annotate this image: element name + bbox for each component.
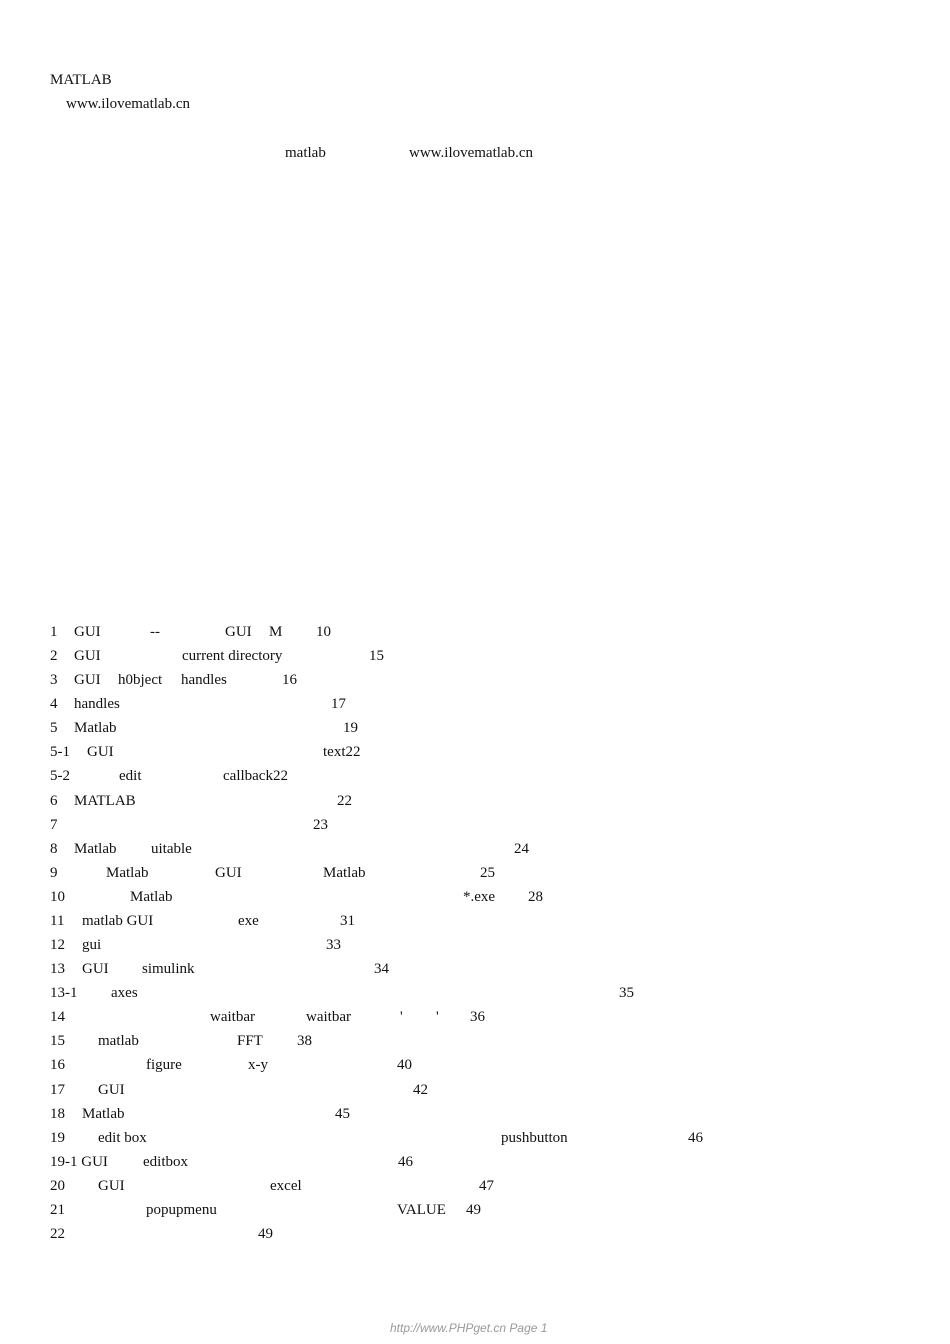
toc-text: GUI bbox=[74, 624, 101, 640]
toc-text: excel bbox=[270, 1177, 302, 1194]
toc-text: 22 bbox=[337, 792, 352, 809]
toc-text: 19 bbox=[343, 720, 358, 737]
toc-text: Matlab bbox=[82, 1105, 125, 1122]
toc-text: text22 bbox=[323, 744, 361, 761]
toc-text: matlab bbox=[98, 1033, 139, 1050]
toc-text: callback22 bbox=[223, 768, 288, 785]
toc-text: FFT bbox=[237, 1033, 263, 1050]
toc-text: GUI bbox=[98, 1177, 125, 1194]
toc-text: 25 bbox=[480, 864, 495, 881]
toc-text: matlab GUI bbox=[82, 912, 154, 929]
toc-text: exe bbox=[238, 912, 259, 929]
toc-text: 49 bbox=[258, 1226, 273, 1242]
toc-text: 49 bbox=[466, 1201, 481, 1218]
toc-text: Matlab bbox=[323, 864, 366, 881]
toc-text: 36 bbox=[470, 1009, 485, 1026]
toc-text: Matlab bbox=[130, 888, 173, 905]
toc-text: ' bbox=[400, 1009, 403, 1026]
toc-text: 46 bbox=[688, 1129, 703, 1146]
toc-text: 2 bbox=[50, 648, 58, 665]
toc-text: 22 bbox=[50, 1226, 65, 1242]
toc-text: 35 bbox=[619, 985, 634, 1002]
toc-text: GUI bbox=[74, 672, 101, 689]
toc-text: 13 bbox=[50, 961, 65, 978]
toc-text: 33 bbox=[326, 937, 341, 954]
toc-text: 5-1 bbox=[50, 744, 70, 761]
toc-text: 42 bbox=[413, 1081, 428, 1098]
toc-text: GUI bbox=[225, 624, 252, 640]
toc-text: 13-1 bbox=[50, 985, 78, 1002]
toc-text: 16 bbox=[282, 672, 297, 689]
toc-text: 34 bbox=[374, 961, 389, 978]
toc-text: uitable bbox=[151, 840, 192, 857]
toc-text: 20 bbox=[50, 1177, 65, 1194]
toc-text: VALUE bbox=[397, 1201, 446, 1218]
toc-text: waitbar bbox=[210, 1009, 255, 1026]
toc-text: Matlab bbox=[106, 864, 149, 881]
toc-text: h0bject bbox=[118, 672, 163, 689]
toc-text: 17 bbox=[50, 1081, 65, 1098]
toc-text: *.exe bbox=[463, 888, 496, 905]
toc-text: 19-1 GUI bbox=[50, 1153, 108, 1170]
toc-text: Matlab bbox=[74, 720, 117, 737]
toc-text: gui bbox=[82, 937, 102, 954]
toc-text: 11 bbox=[50, 912, 65, 929]
toc-text: 31 bbox=[340, 912, 355, 929]
toc-text: axes bbox=[111, 985, 138, 1002]
toc-text: simulink bbox=[142, 961, 195, 978]
toc-text: -- bbox=[150, 624, 160, 640]
toc-text: 28 bbox=[528, 888, 543, 905]
toc-text: current directory bbox=[182, 648, 283, 665]
toc-text: edit box bbox=[98, 1129, 147, 1146]
toc-text: 8 bbox=[50, 840, 58, 857]
toc-text: 10 bbox=[50, 888, 65, 905]
toc-text: GUI bbox=[215, 864, 242, 881]
toc-text: GUI bbox=[74, 648, 101, 665]
toc-text: pushbutton bbox=[501, 1129, 568, 1146]
toc-text: 18 bbox=[50, 1105, 65, 1122]
document-title: MATLAB bbox=[50, 72, 112, 88]
toc-text: 24 bbox=[514, 840, 529, 857]
toc-text: M bbox=[269, 624, 283, 640]
toc-text: 6 bbox=[50, 792, 58, 809]
toc-text: handles bbox=[181, 672, 227, 689]
toc-text: 46 bbox=[398, 1153, 413, 1170]
toc-text: 45 bbox=[335, 1105, 350, 1122]
toc-text: 19 bbox=[50, 1129, 65, 1146]
toc-text: 12 bbox=[50, 937, 65, 954]
toc-text: 3 bbox=[50, 672, 58, 689]
toc-text: 15 bbox=[369, 648, 384, 665]
toc-text: popupmenu bbox=[146, 1201, 217, 1218]
toc-text: 5-2 bbox=[50, 768, 70, 785]
toc-text: x-y bbox=[248, 1057, 268, 1074]
page-footer: http://www.PHPget.cn Page 1 bbox=[390, 1321, 548, 1335]
toc-text: handles bbox=[74, 696, 120, 713]
toc-text: 7 bbox=[50, 816, 58, 833]
toc-text: 9 bbox=[50, 864, 58, 881]
toc-text: Matlab bbox=[74, 840, 117, 857]
toc-text: ' bbox=[436, 1009, 439, 1026]
toc-text: edit bbox=[119, 768, 142, 785]
toc-text: 38 bbox=[297, 1033, 312, 1050]
site-url: www.ilovematlab.cn bbox=[66, 96, 190, 112]
toc-text: 14 bbox=[50, 1009, 65, 1026]
toc-text: GUI bbox=[87, 744, 114, 761]
toc-text: 5 bbox=[50, 720, 58, 737]
toc-text: editbox bbox=[143, 1153, 188, 1170]
intro-word: matlab bbox=[285, 145, 326, 161]
toc-text: 21 bbox=[50, 1201, 65, 1218]
toc-text: GUI bbox=[82, 961, 109, 978]
toc-text: 15 bbox=[50, 1033, 65, 1050]
toc-text: 1 bbox=[50, 624, 58, 640]
toc-text: MATLAB bbox=[74, 792, 136, 809]
toc-text: 16 bbox=[50, 1057, 65, 1074]
toc-text: 4 bbox=[50, 696, 58, 713]
toc-text: waitbar bbox=[306, 1009, 351, 1026]
toc-text: 47 bbox=[479, 1177, 494, 1194]
toc-text: figure bbox=[146, 1057, 182, 1074]
toc-text: 10 bbox=[316, 624, 331, 640]
toc-text: GUI bbox=[98, 1081, 125, 1098]
toc-text: 17 bbox=[331, 696, 346, 713]
toc-text: 40 bbox=[397, 1057, 412, 1074]
intro-url: www.ilovematlab.cn bbox=[409, 145, 533, 161]
toc-text: 23 bbox=[313, 816, 328, 833]
